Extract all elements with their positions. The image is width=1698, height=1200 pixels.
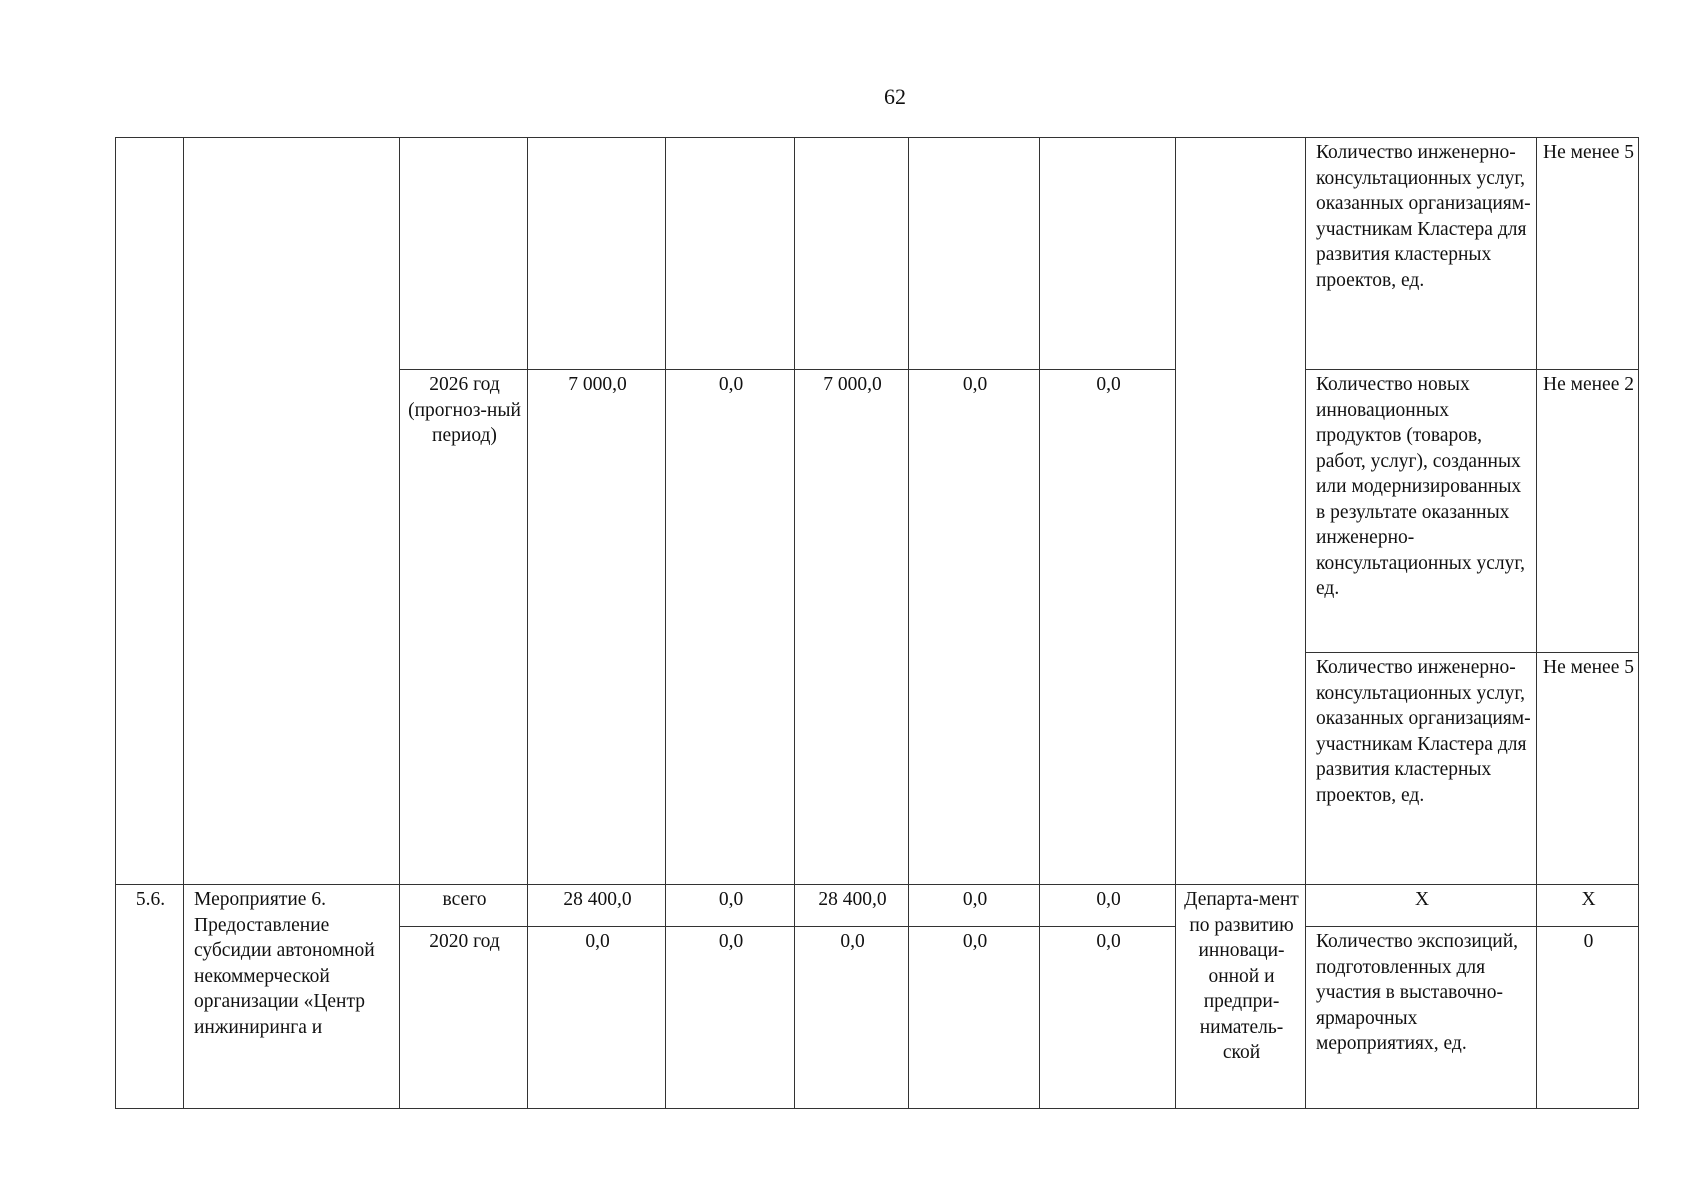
federal-cell: 0,0 [666, 885, 795, 927]
program-table [115, 137, 1639, 1109]
empty-cell [909, 138, 1040, 370]
local-cell: 0,0 [909, 885, 1040, 927]
empty-cell [666, 138, 795, 370]
table-row [116, 138, 1639, 370]
extra-cell: 0,0 [1040, 885, 1176, 927]
empty-executor-cell [1176, 138, 1306, 885]
target-cell: 0 [1537, 927, 1639, 1109]
regional-cell: 7 000,0 [795, 370, 909, 885]
event-name-cell: Мероприятие 6. Предоставление субсидии автономной некоммерческой организации «Центр инжиниринга и [184, 885, 400, 1109]
regional-cell: 28 400,0 [795, 885, 909, 927]
federal-cell: 0,0 [666, 370, 795, 885]
local-cell: 0,0 [909, 370, 1040, 885]
executor-cell: Департа-мент по развитию инноваци-онной и предпри-ниматель-ской [1176, 885, 1306, 1109]
empty-cell [795, 138, 909, 370]
indicator-cell: Количество экспозиций, подготовленных для участия в выставочно-ярмарочных мероприятиях, ед. [1306, 927, 1537, 1109]
extra-cell: 0,0 [1040, 370, 1176, 885]
local-cell: 0,0 [909, 927, 1040, 1109]
period-cell: всего [400, 885, 528, 927]
target-cell: X [1537, 885, 1639, 927]
indicator-cell: Количество инженерно-консультационных услуг, оказанных организациям-участникам Кластера для развития кластерных проектов, ед. [1306, 653, 1537, 885]
row-number-cell: 5.6. [116, 885, 184, 1109]
target-cell: Не менее 5 [1537, 138, 1639, 370]
regional-cell: 0,0 [795, 927, 909, 1109]
table-row [116, 885, 1639, 927]
empty-number-cell [116, 138, 184, 885]
indicator-cell: Количество инженерно-консультационных услуг, оказанных организациям-участникам Кластера для развития кластерных проектов, ед. [1306, 138, 1537, 370]
extra-cell: 0,0 [1040, 927, 1176, 1109]
total-cell: 28 400,0 [528, 885, 666, 927]
period-cell: 2026 год (прогноз-ный период) [400, 370, 528, 885]
indicator-cell: X [1306, 885, 1537, 927]
total-cell: 7 000,0 [528, 370, 666, 885]
empty-cell [528, 138, 666, 370]
page-number: 62 [884, 84, 906, 109]
target-cell: Не менее 5 [1537, 653, 1639, 885]
empty-cell [400, 138, 528, 370]
period-cell: 2020 год [400, 927, 528, 1109]
federal-cell: 0,0 [666, 927, 795, 1109]
total-cell: 0,0 [528, 927, 666, 1109]
target-cell: Не менее 2 [1537, 370, 1639, 653]
indicator-cell: Количество новых инновационных продуктов (товаров, работ, услуг), созданных или модернизированных в результате оказанных инженерно-консультационных услуг, ед. [1306, 370, 1537, 653]
empty-cell [1040, 138, 1176, 370]
empty-name-cell [184, 138, 400, 885]
